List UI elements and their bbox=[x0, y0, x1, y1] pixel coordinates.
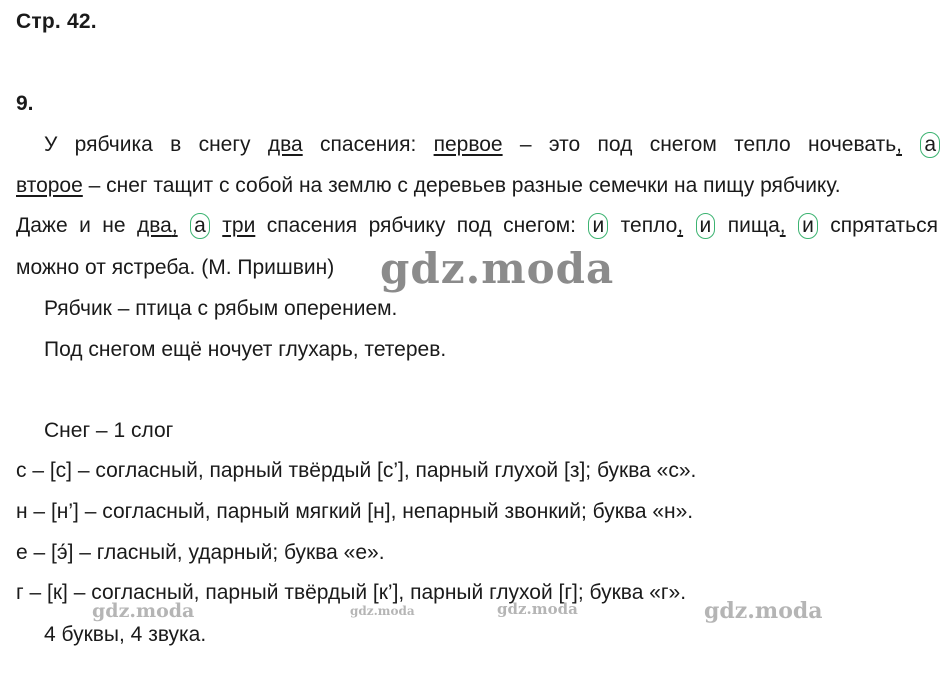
underlined-word-dva-2: два bbox=[136, 214, 172, 237]
analysis-line: н – [н’] – согласный, парный мягкий [н], непарный звонкий; буква «н». bbox=[16, 500, 694, 523]
analysis-line: е – [э́] – гласный, ударный; буква «е». bbox=[16, 541, 385, 564]
underlined-word-dva: два bbox=[267, 133, 303, 156]
marked-comma: , bbox=[171, 214, 178, 237]
text-segment: У рябчика в снегу bbox=[44, 133, 268, 156]
text-segment: тепло bbox=[609, 214, 678, 237]
analysis-line: с – [с] – согласный, парный твёрдый [с’], парный глухой [з]; буква «с». bbox=[16, 459, 697, 482]
text-segment: пища bbox=[716, 214, 780, 237]
underlined-word-tri: три bbox=[222, 214, 256, 237]
paragraph-line-2 bbox=[16, 173, 841, 199]
analysis-title: Снег – 1 слог bbox=[44, 419, 174, 442]
exercise-number: 9. bbox=[16, 92, 34, 115]
sentence-2: Под снегом ещё ночует глухарь, тетерев. bbox=[44, 338, 447, 361]
marked-comma: , bbox=[677, 214, 684, 237]
circled-conjunction: и bbox=[696, 213, 716, 239]
paragraph-line-4: можно от ястреба. (М. Пришвин) bbox=[16, 256, 335, 279]
analysis-summary: 4 буквы, 4 звука. bbox=[44, 623, 207, 646]
watermark-logo: gdz.moda bbox=[350, 604, 415, 618]
circled-conjunction: а bbox=[190, 213, 210, 239]
circled-conjunction: и bbox=[798, 213, 818, 239]
circled-conjunction: а bbox=[920, 132, 940, 158]
circled-conjunction: и bbox=[588, 213, 608, 239]
marked-comma: , bbox=[896, 133, 902, 156]
text-segment: Даже и не bbox=[16, 214, 137, 237]
underlined-word-vtoroe: второе bbox=[16, 174, 83, 197]
underlined-word-pervoe: первое bbox=[433, 133, 503, 156]
watermark-logo: gdz.moda bbox=[92, 600, 195, 622]
marked-comma: , bbox=[779, 214, 786, 237]
text-segment: спрятаться bbox=[818, 214, 938, 237]
analysis-line: г – [к] – согласный, парный твёрдый [к’], парный глухой [г]; буква «г». bbox=[16, 581, 687, 604]
sentence-1: Рябчик – птица с рябым оперением. bbox=[44, 297, 398, 320]
text-segment: спасения рябчику под снегом: bbox=[255, 214, 588, 237]
watermark-logo: gdz.moda bbox=[704, 598, 823, 624]
text-segment: – снег тащит с собой на землю с деревьев разные семечки на пищу рябчику. bbox=[82, 174, 841, 197]
paragraph-line-1 bbox=[44, 132, 941, 158]
page-title: Стр. 42. bbox=[16, 10, 97, 33]
text-segment: спасения: bbox=[302, 133, 434, 156]
paragraph-line-3 bbox=[16, 213, 938, 239]
watermark-logo: gdz.moda bbox=[380, 244, 615, 293]
text-segment: – это под снегом тепло ночевать bbox=[502, 133, 897, 156]
watermark-logo: gdz.moda bbox=[497, 600, 578, 618]
